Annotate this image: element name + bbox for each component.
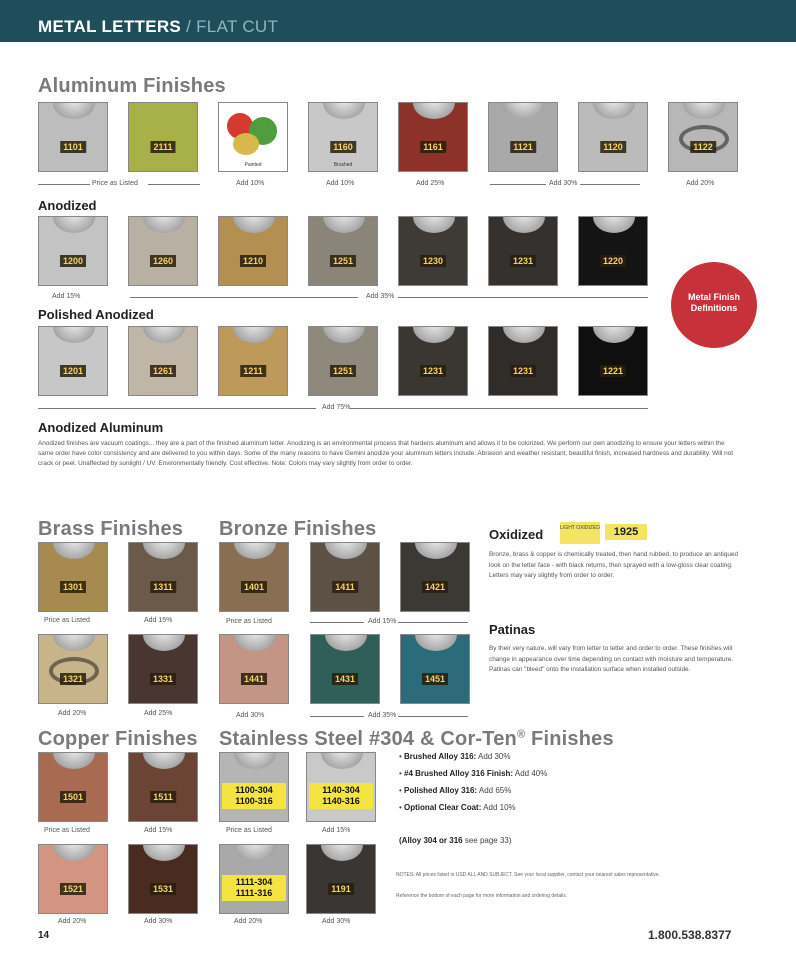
- anodized-aluminum-title: Anodized Aluminum: [38, 420, 164, 435]
- swatch-1401: 1401: [219, 542, 289, 612]
- anodized-aluminum-text: Anodized finishes are vacuum coatings... they are a part of the finished aluminum letter. Anodizing is an environmental process that hardens aluminum and allows it to be colorized. We perform our own anodizing to ensure your letters within the same order have color consistency and are delivered to you within days. Some of the many reasons to have Gemini anodize your aluminum letters include: Abrasion and weather resistant, beautiful finish, increased hardness and durability. Will not crack or peel. Unaffected by sunlight / UV. Environmentally friendly. Cost effective. Note: Colors may vary slightly from order to order.: [38, 440, 734, 467]
- rule: [350, 408, 648, 409]
- fine-print: NOTES: All prices listed in USD ALL AND SUBJECT. See your local supplier, contact your nearest sales representative.: [396, 872, 661, 878]
- light-oxidized-chip: LIGHT OXIDIZED: [560, 522, 600, 544]
- note-add10: Add 10%: [236, 180, 265, 187]
- note-add20: Add 20%: [686, 180, 715, 187]
- swatch-1201: 1201: [38, 326, 108, 396]
- bronze-title: Bronze Finishes: [219, 518, 377, 540]
- swatch-1531: 1531: [128, 844, 198, 914]
- swatch-1111: 1111-304 1111-316: [219, 844, 289, 914]
- swatch-1210: 1210: [218, 216, 288, 286]
- swatch-1100: 1100-304 1100-316: [219, 752, 289, 822]
- note-add25: Add 25%: [144, 710, 173, 717]
- rule: [310, 622, 364, 623]
- note-add30: Add 30%: [322, 918, 351, 925]
- aluminum-title: Aluminum Finishes: [38, 75, 226, 97]
- note-add15: Add 15%: [368, 618, 397, 625]
- swatch-1231: 1231: [488, 216, 558, 286]
- phone-number[interactable]: 1.800.538.8377: [648, 928, 732, 942]
- swatch-1261: 1261: [128, 326, 198, 396]
- swatch-2111: 2111: [128, 102, 198, 172]
- note-add35: Add 35%: [368, 712, 397, 719]
- patinas-text: By their very nature, will vary from letter to letter and order to order. These finishes will change in appearance over time depending on contact with moisture and temperature. Patinas can "bleed" onto the installation surface when installed outside.: [489, 645, 734, 673]
- copper-title: Copper Finishes: [38, 728, 198, 750]
- rule: [130, 297, 358, 298]
- note-add75: Add 75%: [322, 404, 351, 411]
- rule: [38, 408, 316, 409]
- swatch-1421: 1421: [400, 542, 470, 612]
- swatch-1161: 1161: [398, 102, 468, 172]
- rule: [310, 716, 364, 717]
- note-add15: Add 15%: [322, 827, 351, 834]
- swatch-1140: 1140-304 1140-316: [306, 752, 376, 822]
- note-price: Price as Listed: [92, 180, 138, 187]
- swatch-1200: 1200: [38, 216, 108, 286]
- swatch-1521: 1521: [38, 844, 108, 914]
- patinas-title: Patinas: [489, 622, 536, 637]
- note-add35: Add 35%: [366, 293, 395, 300]
- rule: [490, 184, 546, 185]
- swatch-1311: 1311: [128, 542, 198, 612]
- swatch-1511: 1511: [128, 752, 198, 822]
- swatch-1220: 1220: [578, 216, 648, 286]
- swatch-1260: 1260: [128, 216, 198, 286]
- polished-anodized-title: Polished Anodized: [38, 307, 154, 322]
- swatch-1411: 1411: [310, 542, 380, 612]
- list-item: • Brushed Alloy 316: Add 30%: [399, 752, 511, 761]
- page-title: METAL LETTERS / FLAT CUT: [38, 17, 279, 36]
- note-price: Price as Listed: [44, 827, 90, 834]
- rule: [398, 622, 468, 623]
- brass-title: Brass Finishes: [38, 518, 184, 540]
- note-add30: Add 30%: [549, 180, 578, 187]
- fine-print: Reference the bottom of each page for more information and ordering details.: [396, 893, 568, 899]
- swatch-1441: 1441: [219, 634, 289, 704]
- swatch-1231-polished-b: 1231: [488, 326, 558, 396]
- oxidized-text: Bronze, brass & copper is chemically treated, then hand rubbed, to produce an antiqued look on the letter face - with black returns, then sprayed with a low-gloss clear coating. Letters may vary slightly from order to order.: [489, 551, 739, 579]
- note-price: Price as Listed: [226, 827, 272, 834]
- swatch-1251-polished: 1251: [308, 326, 378, 396]
- note-add30: Add 30%: [144, 918, 173, 925]
- note-add20: Add 20%: [234, 918, 263, 925]
- note-add15: Add 15%: [144, 617, 173, 624]
- header-bar: [0, 0, 796, 42]
- swatch-1160: 1160 Brushed: [308, 102, 378, 172]
- anodized-title: Anodized: [38, 198, 97, 213]
- swatch-1191: 1191: [306, 844, 376, 914]
- list-item: • Polished Alloy 316: Add 65%: [399, 786, 512, 795]
- note-add25: Add 25%: [416, 180, 445, 187]
- swatch-1331: 1331: [128, 634, 198, 704]
- oxidized-title: Oxidized: [489, 527, 544, 542]
- note-add30: Add 30%: [236, 712, 265, 719]
- metal-finish-definitions-badge[interactable]: Metal Finish Definitions: [671, 262, 757, 348]
- swatch-1301: 1301: [38, 542, 108, 612]
- page-number: 14: [38, 930, 50, 941]
- alloy-reference: (Alloy 304 or 316 see page 33): [399, 836, 512, 845]
- swatch-1121: 1121: [488, 102, 558, 172]
- list-item: • Optional Clear Coat: Add 10%: [399, 803, 516, 812]
- swatch-1122: 1122: [668, 102, 738, 172]
- stainless-title: Stainless Steel #304 & Cor-Ten® Finishes: [219, 728, 614, 750]
- note-add20: Add 20%: [58, 918, 87, 925]
- swatch-painted: Painted: [218, 102, 288, 172]
- swatch-1451: 1451: [400, 634, 470, 704]
- note-add15: Add 15%: [52, 293, 81, 300]
- swatch-1120: 1120: [578, 102, 648, 172]
- list-item: • #4 Brushed Alloy 316 Finish: Add 40%: [399, 769, 548, 778]
- swatch-1431: 1431: [310, 634, 380, 704]
- swatch-1321: 1321: [38, 634, 108, 704]
- swatch-1251: 1251: [308, 216, 378, 286]
- rule: [398, 716, 468, 717]
- note-price: Price as Listed: [44, 617, 90, 624]
- note-add10: Add 10%: [326, 180, 355, 187]
- note-add20: Add 20%: [58, 710, 87, 717]
- swatch-1231-polished: 1231: [398, 326, 468, 396]
- swatch-1221: 1221: [578, 326, 648, 396]
- note-add15: Add 15%: [144, 827, 173, 834]
- swatch-1211: 1211: [218, 326, 288, 396]
- stainless-options-list: [399, 752, 547, 820]
- rule: [580, 184, 640, 185]
- swatch-1101: 1101: [38, 102, 108, 172]
- oxidized-code: 1925: [605, 524, 647, 540]
- rule: [38, 184, 90, 185]
- rule: [148, 184, 200, 185]
- note-price: Price as Listed: [226, 618, 272, 625]
- rule: [398, 297, 648, 298]
- swatch-1230: 1230: [398, 216, 468, 286]
- swatch-1501: 1501: [38, 752, 108, 822]
